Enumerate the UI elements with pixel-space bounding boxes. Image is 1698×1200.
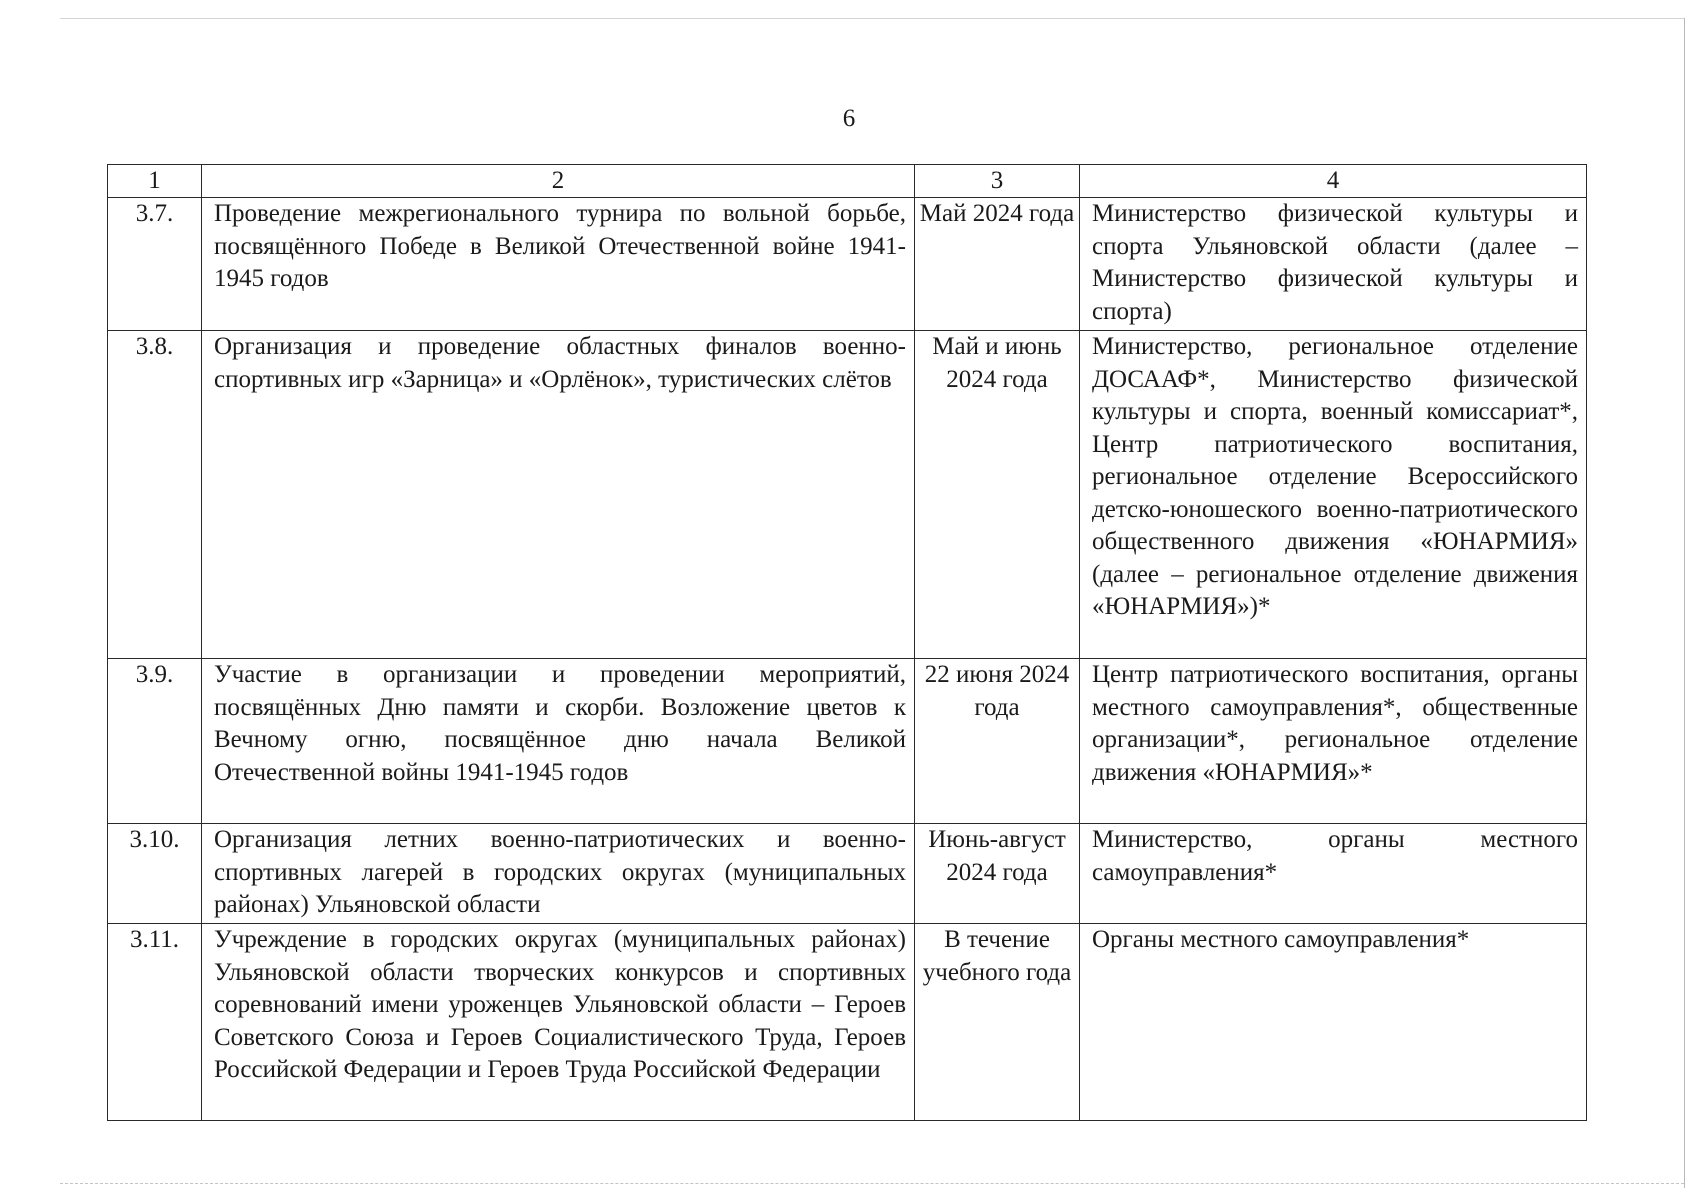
scan-edge-right [1684, 18, 1685, 1188]
page-number: 6 [842, 105, 856, 132]
responsible-parties: Министерство, органы местного самоуправления* [1080, 824, 1587, 924]
event-description: Участие в организации и проведении мероприятий, посвящённых Дню памяти и скорби. Возложение цветов к Вечному огню, посвящённое дню начала Великой Отечественной войны 1941-1945 годов [202, 659, 915, 824]
event-term: Май и июнь 2024 года [915, 331, 1080, 659]
table-row [108, 198, 1587, 331]
row-number: 3.10. [108, 824, 202, 924]
column-header-4: 4 [1080, 165, 1587, 198]
responsible-parties: Центр патриотического воспитания, органы местного самоуправления*, общественные организации*, региональное отделение движения «ЮНАРМИЯ»* [1080, 659, 1587, 824]
table-row [108, 331, 1587, 659]
responsible-parties: Министерство, региональное отделение ДОСААФ*, Министерство физической культуры и спорта, военный комиссариат*, Центр патриотического воспитания, региональное отделение Всероссийского детско-юношеского военно-патриотического общественного движения «ЮНАРМИЯ» (далее – региональное отделение движения «ЮНАРМИЯ»)* [1080, 331, 1587, 659]
event-term: В течение учебного года [915, 924, 1080, 1121]
event-term: 22 июня 2024 года [915, 659, 1080, 824]
event-description: Проведение межрегионального турнира по вольной борьбе, посвящённого Победе в Великой Отечественной войне 1941-1945 годов [202, 198, 915, 331]
row-number: 3.8. [108, 331, 202, 659]
row-number: 3.7. [108, 198, 202, 331]
table-row [108, 659, 1587, 824]
column-header-2: 2 [202, 165, 915, 198]
row-number: 3.11. [108, 924, 202, 1121]
responsible-parties: Органы местного самоуправления* [1080, 924, 1587, 1121]
event-description: Организация летних военно-патриотических и военно-спортивных лагерей в городских округах (муниципальных районах) Ульяновской области [202, 824, 915, 924]
event-term: Май 2024 года [915, 198, 1080, 331]
scan-edge-bottom [60, 1183, 1684, 1184]
table-header-row [108, 165, 1587, 198]
plan-table [107, 164, 1587, 1121]
event-term: Июнь-август 2024 года [915, 824, 1080, 924]
event-description: Учреждение в городских округах (муниципальных районах) Ульяновской области творческих конкурсов и спортивных соревнований имени уроженцев Ульяновской области – Героев Советского Союза и Героев Социалистического Труда, Героев Российской Федерации и Героев Труда Российской Федерации [202, 924, 915, 1121]
table-row [108, 824, 1587, 924]
event-description: Организация и проведение областных финалов военно-спортивных игр «Зарница» и «Орлёнок», туристических слётов [202, 331, 915, 659]
row-number: 3.9. [108, 659, 202, 824]
column-header-3: 3 [915, 165, 1080, 198]
column-header-1: 1 [108, 165, 202, 198]
responsible-parties: Министерство физической культуры и спорта Ульяновской области (далее – Министерство физической культуры и спорта) [1080, 198, 1587, 331]
scan-edge-top [60, 18, 1684, 19]
table-row [108, 924, 1587, 1121]
